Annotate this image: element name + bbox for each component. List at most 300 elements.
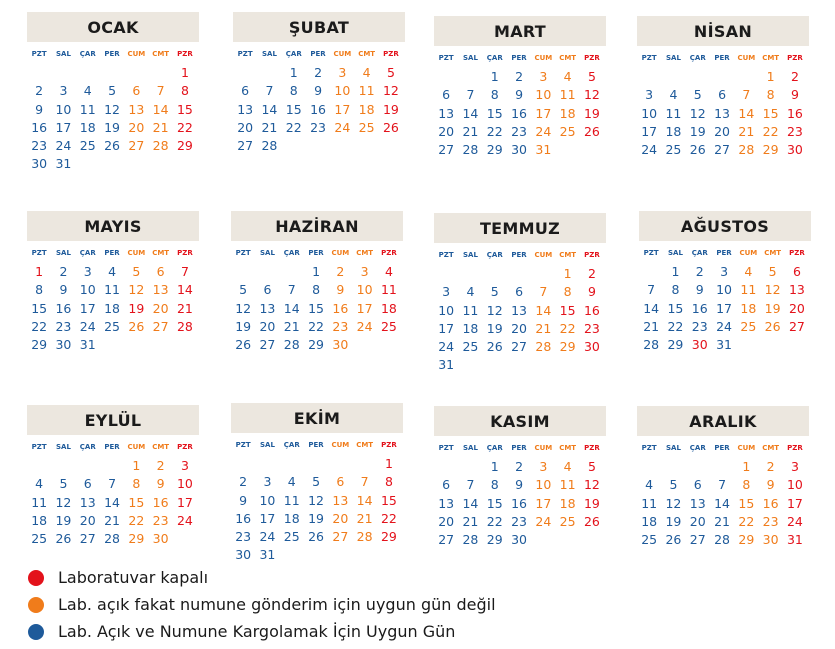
- day-cell: 27: [438, 142, 455, 158]
- day-cell: 19: [55, 512, 72, 528]
- day-cell: 15: [667, 300, 684, 316]
- day-cell: 24: [535, 123, 552, 139]
- month-title: MART: [434, 16, 606, 46]
- day-cell: 31: [79, 337, 96, 353]
- day-cell: 17: [716, 300, 732, 316]
- weekday-label: CMT: [764, 249, 782, 257]
- day-cell: 29: [308, 337, 324, 353]
- day-cell: 21: [462, 123, 479, 139]
- day-cell: 21: [714, 513, 730, 529]
- empty-cell: [148, 64, 172, 82]
- day-cell: 27: [332, 529, 349, 545]
- day-cell: 27: [714, 142, 730, 158]
- day-cell: 31: [259, 547, 276, 563]
- weekday-label: CUM: [534, 54, 553, 62]
- empty-cell: [352, 455, 376, 473]
- weekday-label: CMT: [762, 444, 780, 452]
- day-cell: 4: [35, 476, 44, 492]
- day-cell: 19: [382, 101, 399, 117]
- weekday-label: PER: [714, 444, 730, 452]
- day-cell: 9: [766, 477, 775, 493]
- day-cell: 14: [176, 282, 193, 298]
- empty-cell: [458, 458, 482, 476]
- day-cell: 28: [261, 138, 278, 154]
- day-cell: 20: [152, 300, 169, 316]
- day-cell: 25: [462, 339, 479, 355]
- day-cell: 21: [152, 119, 169, 135]
- empty-cell: [434, 265, 458, 283]
- weekday-label: SAL: [259, 441, 275, 449]
- day-cell: 22: [31, 318, 48, 334]
- orange-dot-icon: [28, 597, 44, 613]
- red-dot-icon: [28, 570, 44, 586]
- day-cell: 6: [241, 83, 250, 99]
- day-cell: 27: [511, 339, 527, 355]
- day-cell: 1: [766, 69, 775, 84]
- day-cell: 1: [490, 69, 499, 84]
- day-cell: 16: [152, 494, 169, 510]
- day-cell: 21: [261, 119, 278, 135]
- day-cell: 17: [356, 300, 373, 316]
- day-cell: 9: [156, 476, 165, 492]
- day-cell: 19: [665, 513, 682, 529]
- month-title: NİSAN: [637, 16, 809, 46]
- day-cell: 9: [59, 282, 68, 298]
- day-cell: 12: [665, 495, 682, 511]
- weekday-label: ÇAR: [79, 50, 96, 58]
- days-grid: [233, 64, 405, 155]
- day-cell: 7: [265, 83, 274, 99]
- day-cell: 25: [380, 318, 397, 334]
- day-cell: 14: [261, 101, 278, 117]
- day-cell: 9: [587, 284, 596, 300]
- weekday-label: SAL: [462, 251, 478, 259]
- day-cell: 26: [764, 318, 781, 334]
- month-7: [639, 211, 811, 354]
- day-cell: 30: [583, 339, 600, 355]
- day-cell: 23: [786, 123, 803, 139]
- day-cell: 13: [438, 105, 455, 121]
- weekday-label: ÇAR: [486, 251, 503, 259]
- day-cell: 31: [716, 337, 732, 353]
- day-cell: 4: [744, 264, 753, 279]
- day-cell: 9: [336, 282, 345, 298]
- day-cell: 1: [563, 266, 572, 281]
- day-cell: 5: [312, 474, 321, 490]
- weekday-label: CUM: [127, 249, 146, 257]
- weekday-label: ÇAR: [79, 443, 96, 451]
- day-cell: 26: [55, 531, 72, 547]
- weekday-label: PER: [310, 50, 326, 58]
- day-cell: 22: [176, 119, 193, 135]
- day-cell: 7: [718, 477, 727, 493]
- weekday-label: PZT: [235, 249, 251, 257]
- empty-cell: [231, 455, 255, 473]
- day-cell: 6: [442, 477, 451, 493]
- day-cell: 16: [583, 302, 600, 318]
- day-cell: 1: [671, 264, 680, 279]
- weekday-label: CMT: [356, 249, 374, 257]
- day-cell: 13: [438, 495, 455, 511]
- weekday-label: ÇAR: [691, 249, 708, 257]
- weekday-label: SAL: [665, 54, 681, 62]
- day-cell: 15: [486, 105, 503, 121]
- day-cell: 10: [259, 492, 276, 508]
- day-cell: 17: [79, 300, 96, 316]
- day-cell: 6: [718, 87, 727, 103]
- day-cell: 20: [788, 300, 805, 316]
- day-cell: 24: [641, 142, 658, 158]
- day-cell: 13: [788, 282, 805, 298]
- day-cell: 4: [83, 83, 92, 99]
- day-cell: 24: [786, 513, 803, 529]
- day-cell: 20: [438, 513, 455, 529]
- day-cell: 30: [152, 531, 169, 547]
- day-cell: 8: [766, 87, 775, 103]
- day-cell: 1: [384, 456, 393, 471]
- day-cell: 15: [486, 495, 503, 511]
- day-cell: 27: [128, 138, 145, 154]
- day-cell: 16: [786, 105, 803, 121]
- day-cell: 18: [665, 123, 682, 139]
- day-cell: 18: [104, 300, 120, 316]
- weekday-label: CUM: [331, 249, 350, 257]
- empty-cell: [255, 455, 279, 473]
- day-cell: 20: [259, 318, 276, 334]
- empty-cell: [51, 457, 75, 475]
- day-cell: 11: [283, 492, 300, 508]
- day-cell: 7: [742, 87, 751, 103]
- day-cell: 11: [79, 101, 96, 117]
- day-cell: 15: [738, 495, 755, 511]
- month-2: [434, 16, 606, 159]
- day-cell: 28: [176, 318, 193, 334]
- empty-cell: [255, 263, 279, 281]
- day-cell: 26: [665, 532, 682, 548]
- days-grid: [27, 64, 199, 174]
- day-cell: 7: [287, 282, 296, 298]
- day-cell: 29: [380, 529, 397, 545]
- day-cell: 18: [559, 105, 576, 121]
- day-cell: 8: [35, 282, 44, 298]
- month-title: ŞUBAT: [233, 12, 405, 42]
- day-cell: 15: [380, 492, 397, 508]
- day-cell: 3: [360, 264, 369, 279]
- legend-item-not-suitable: [28, 591, 496, 618]
- empty-cell: [710, 68, 734, 86]
- day-cell: 19: [583, 495, 600, 511]
- day-cell: 3: [59, 83, 68, 99]
- day-cell: 11: [358, 83, 375, 99]
- day-cell: 25: [104, 318, 120, 334]
- weekday-label: PER: [716, 249, 732, 257]
- month-title: KASIM: [434, 406, 606, 436]
- weekday-label: PZR: [789, 249, 805, 257]
- day-cell: 15: [762, 105, 779, 121]
- day-cell: 7: [360, 474, 369, 490]
- day-cell: 30: [55, 337, 72, 353]
- day-cell: 21: [283, 318, 300, 334]
- day-cell: 6: [336, 474, 345, 490]
- day-cell: 31: [535, 142, 552, 158]
- weekday-label: SAL: [55, 50, 71, 58]
- day-cell: 21: [104, 512, 120, 528]
- day-cell: 16: [310, 101, 326, 117]
- day-cell: 29: [128, 531, 145, 547]
- day-cell: 19: [764, 300, 781, 316]
- day-cell: 23: [583, 320, 600, 336]
- day-cell: 7: [466, 477, 475, 493]
- weekday-label: ÇAR: [79, 249, 96, 257]
- day-cell: 29: [559, 339, 576, 355]
- day-cell: 24: [176, 512, 193, 528]
- day-cell: 12: [689, 105, 706, 121]
- day-cell: 4: [108, 264, 117, 279]
- day-cell: 5: [59, 476, 68, 492]
- weekday-label: CUM: [331, 441, 350, 449]
- day-cell: 20: [714, 123, 730, 139]
- day-cell: 5: [669, 477, 678, 493]
- days-grid: [231, 263, 403, 354]
- day-cell: 17: [438, 320, 455, 336]
- weekday-label: PER: [104, 443, 120, 451]
- weekday-label: CMT: [356, 441, 374, 449]
- day-cell: 28: [356, 529, 373, 545]
- day-cell: 7: [647, 282, 656, 298]
- weekday-label: PZR: [787, 444, 803, 452]
- day-cell: 18: [641, 513, 658, 529]
- day-cell: 18: [358, 101, 375, 117]
- day-cell: 3: [442, 284, 451, 300]
- day-cell: 23: [332, 318, 349, 334]
- day-cell: 2: [35, 83, 44, 99]
- day-cell: 25: [79, 138, 96, 154]
- day-cell: 29: [31, 337, 48, 353]
- day-cell: 20: [438, 123, 455, 139]
- day-cell: 24: [334, 119, 351, 135]
- day-cell: 31: [786, 532, 803, 548]
- day-cell: 4: [287, 474, 296, 490]
- day-cell: 21: [738, 123, 755, 139]
- day-cell: 15: [285, 101, 302, 117]
- day-cell: 30: [786, 142, 803, 158]
- day-cell: 4: [669, 87, 678, 103]
- day-cell: 19: [486, 320, 503, 336]
- day-cell: 14: [152, 101, 169, 117]
- empty-cell: [639, 263, 663, 281]
- day-cell: 10: [641, 105, 658, 121]
- day-cell: 18: [740, 300, 757, 316]
- day-cell: 12: [128, 282, 145, 298]
- day-cell: 19: [689, 123, 706, 139]
- day-cell: 10: [716, 282, 732, 298]
- weekday-header: [434, 54, 606, 62]
- day-cell: 1: [312, 264, 321, 279]
- day-cell: 29: [738, 532, 755, 548]
- weekday-header: [231, 441, 403, 449]
- days-grid: [637, 68, 809, 159]
- weekday-label: PER: [308, 441, 324, 449]
- day-cell: 10: [786, 477, 803, 493]
- day-cell: 10: [176, 476, 193, 492]
- day-cell: 25: [358, 119, 375, 135]
- day-cell: 5: [386, 65, 395, 80]
- day-cell: 11: [104, 282, 120, 298]
- day-cell: 3: [790, 459, 799, 474]
- day-cell: 3: [180, 458, 189, 473]
- day-cell: 2: [790, 69, 799, 84]
- day-cell: 22: [667, 318, 684, 334]
- day-cell: 23: [152, 512, 169, 528]
- day-cell: 30: [235, 547, 252, 563]
- day-cell: 23: [511, 123, 527, 139]
- day-cell: 1: [35, 264, 44, 279]
- day-cell: 20: [237, 119, 254, 135]
- day-cell: 2: [515, 69, 524, 84]
- day-cell: 16: [691, 300, 708, 316]
- day-cell: 29: [486, 142, 503, 158]
- empty-cell: [328, 455, 352, 473]
- day-cell: 22: [128, 512, 145, 528]
- day-cell: 7: [108, 476, 117, 492]
- weekday-header: [434, 251, 606, 259]
- month-title: AĞUSTOS: [639, 211, 811, 241]
- empty-cell: [686, 68, 710, 86]
- empty-cell: [434, 68, 458, 86]
- weekday-label: CMT: [559, 444, 577, 452]
- day-cell: 28: [462, 532, 479, 548]
- day-cell: 28: [462, 142, 479, 158]
- day-cell: 21: [176, 300, 193, 316]
- weekday-label: ÇAR: [486, 444, 503, 452]
- weekday-label: CUM: [739, 249, 758, 257]
- day-cell: 9: [314, 83, 323, 99]
- month-5: [231, 211, 403, 354]
- weekday-label: PZT: [641, 444, 657, 452]
- weekday-label: CMT: [559, 251, 577, 259]
- day-cell: 9: [790, 87, 799, 103]
- weekday-label: CUM: [534, 444, 553, 452]
- legend-label: Lab. açık fakat numune gönderim için uygun gün değil: [58, 595, 496, 614]
- legend: [28, 564, 496, 645]
- day-cell: 11: [559, 87, 576, 103]
- empty-cell: [51, 64, 75, 82]
- day-cell: 1: [742, 459, 751, 474]
- weekday-label: CUM: [333, 50, 352, 58]
- weekday-label: PZT: [31, 249, 47, 257]
- day-cell: 6: [792, 264, 801, 279]
- day-cell: 8: [490, 477, 499, 493]
- day-cell: 4: [362, 65, 371, 80]
- weekday-label: ÇAR: [689, 444, 706, 452]
- days-grid: [639, 263, 811, 354]
- day-cell: 10: [79, 282, 96, 298]
- day-cell: 24: [55, 138, 72, 154]
- day-cell: 8: [180, 83, 189, 99]
- day-cell: 6: [132, 83, 141, 99]
- day-cell: 29: [762, 142, 779, 158]
- weekday-label: PZT: [438, 251, 454, 259]
- day-cell: 12: [764, 282, 781, 298]
- day-cell: 4: [563, 69, 572, 84]
- day-cell: 24: [259, 529, 276, 545]
- day-cell: 21: [462, 513, 479, 529]
- day-cell: 23: [235, 529, 252, 545]
- month-8: [27, 405, 199, 548]
- day-cell: 20: [128, 119, 145, 135]
- day-cell: 16: [31, 119, 48, 135]
- day-cell: 3: [539, 459, 548, 474]
- day-cell: 30: [332, 337, 349, 353]
- days-grid: [231, 455, 403, 565]
- day-cell: 23: [691, 318, 708, 334]
- day-cell: 27: [237, 138, 254, 154]
- day-cell: 26: [689, 142, 706, 158]
- day-cell: 18: [462, 320, 479, 336]
- day-cell: 17: [55, 119, 72, 135]
- day-cell: 23: [55, 318, 72, 334]
- day-cell: 10: [334, 83, 351, 99]
- day-cell: 28: [152, 138, 169, 154]
- day-cell: 18: [283, 510, 300, 526]
- empty-cell: [27, 457, 51, 475]
- day-cell: 9: [515, 477, 524, 493]
- weekday-label: SAL: [55, 443, 71, 451]
- day-cell: 13: [332, 492, 349, 508]
- day-cell: 16: [762, 495, 779, 511]
- day-cell: 26: [486, 339, 503, 355]
- month-11: [637, 406, 809, 549]
- day-cell: 15: [128, 494, 145, 510]
- weekday-label: SAL: [667, 249, 683, 257]
- day-cell: 13: [259, 300, 276, 316]
- day-cell: 2: [587, 266, 596, 281]
- weekday-label: PZT: [235, 441, 251, 449]
- legend-label: Lab. Açık ve Numune Kargolamak İçin Uygun Gün: [58, 622, 456, 641]
- day-cell: 10: [535, 477, 552, 493]
- weekday-header: [27, 249, 199, 257]
- weekday-label: SAL: [261, 50, 277, 58]
- empty-cell: [76, 64, 100, 82]
- day-cell: 22: [285, 119, 302, 135]
- legend-item-closed: [28, 564, 496, 591]
- day-cell: 22: [762, 123, 779, 139]
- day-cell: 10: [535, 87, 552, 103]
- day-cell: 30: [691, 337, 708, 353]
- day-cell: 15: [31, 300, 48, 316]
- day-cell: 9: [695, 282, 704, 298]
- days-grid: [434, 68, 606, 159]
- weekday-label: ÇAR: [486, 54, 503, 62]
- day-cell: 9: [515, 87, 524, 103]
- day-cell: 27: [788, 318, 805, 334]
- day-cell: 6: [442, 87, 451, 103]
- weekday-label: PZR: [177, 50, 193, 58]
- day-cell: 2: [314, 65, 323, 80]
- day-cell: 9: [239, 492, 248, 508]
- day-cell: 27: [259, 337, 276, 353]
- day-cell: 12: [55, 494, 72, 510]
- day-cell: 16: [235, 510, 252, 526]
- day-cell: 20: [332, 510, 349, 526]
- day-cell: 2: [336, 264, 345, 279]
- day-cell: 25: [559, 513, 576, 529]
- day-cell: 13: [128, 101, 145, 117]
- empty-cell: [257, 64, 281, 82]
- weekday-label: PZT: [438, 54, 454, 62]
- day-cell: 28: [714, 532, 730, 548]
- day-cell: 22: [738, 513, 755, 529]
